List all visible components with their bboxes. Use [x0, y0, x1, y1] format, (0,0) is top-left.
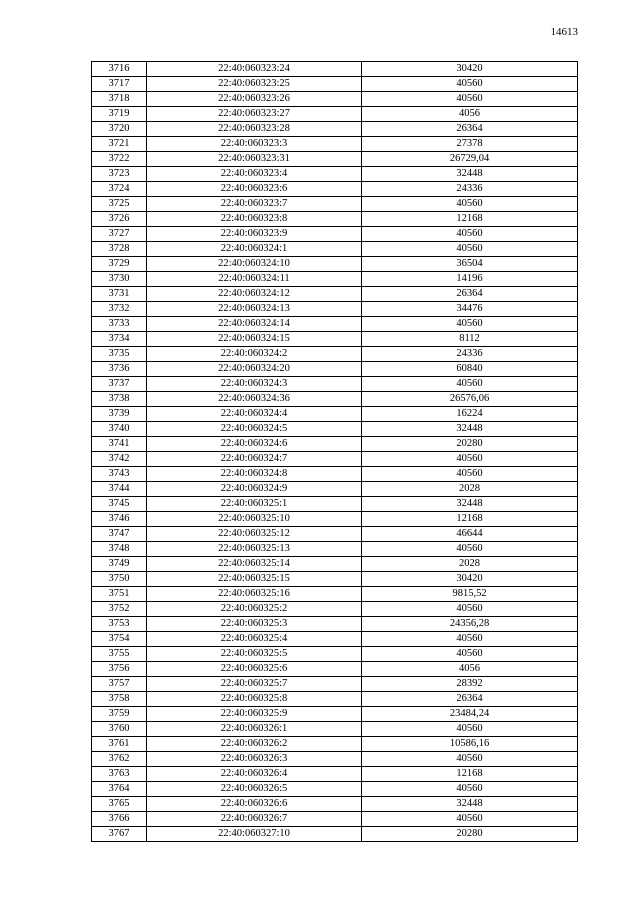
- table-row: [92, 542, 578, 557]
- cadastral-number-cell: 22:40:060323:26: [147, 92, 362, 107]
- table-row: [92, 767, 578, 782]
- table-row: [92, 737, 578, 752]
- table-row: [92, 257, 578, 272]
- row-number-cell: 3729: [92, 257, 147, 272]
- value-cell: 28392: [362, 677, 578, 692]
- row-number-cell: 3757: [92, 677, 147, 692]
- table-row: [92, 497, 578, 512]
- value-cell: 40560: [362, 452, 578, 467]
- row-number-cell: 3755: [92, 647, 147, 662]
- cadastral-number-cell: 22:40:060325:13: [147, 542, 362, 557]
- value-cell: 12168: [362, 512, 578, 527]
- value-cell: 40560: [362, 227, 578, 242]
- table-row: [92, 557, 578, 572]
- cadastral-number-cell: 22:40:060324:9: [147, 482, 362, 497]
- table-row: [92, 377, 578, 392]
- cadastral-number-cell: 22:40:060326:3: [147, 752, 362, 767]
- value-cell: 26364: [362, 122, 578, 137]
- row-number-cell: 3754: [92, 632, 147, 647]
- cadastral-number-cell: 22:40:060324:7: [147, 452, 362, 467]
- value-cell: 40560: [362, 242, 578, 257]
- table-body: [92, 62, 578, 842]
- table-row: [92, 632, 578, 647]
- cadastral-number-cell: 22:40:060324:15: [147, 332, 362, 347]
- table-row: [92, 782, 578, 797]
- table-row: [92, 332, 578, 347]
- table-row: [92, 512, 578, 527]
- value-cell: 40560: [362, 602, 578, 617]
- row-number-cell: 3719: [92, 107, 147, 122]
- row-number-cell: 3724: [92, 182, 147, 197]
- value-cell: 26364: [362, 692, 578, 707]
- value-cell: 2028: [362, 482, 578, 497]
- cadastral-number-cell: 22:40:060324:3: [147, 377, 362, 392]
- value-cell: 12168: [362, 767, 578, 782]
- cadastral-number-cell: 22:40:060325:16: [147, 587, 362, 602]
- row-number-cell: 3736: [92, 362, 147, 377]
- cadastral-number-cell: 22:40:060324:14: [147, 317, 362, 332]
- row-number-cell: 3767: [92, 827, 147, 842]
- row-number-cell: 3741: [92, 437, 147, 452]
- cadastral-number-cell: 22:40:060325:7: [147, 677, 362, 692]
- table-row: [92, 77, 578, 92]
- table-row: [92, 392, 578, 407]
- row-number-cell: 3762: [92, 752, 147, 767]
- value-cell: 26729,04: [362, 152, 578, 167]
- row-number-cell: 3763: [92, 767, 147, 782]
- row-number-cell: 3738: [92, 392, 147, 407]
- table-row: [92, 122, 578, 137]
- value-cell: 40560: [362, 647, 578, 662]
- row-number-cell: 3759: [92, 707, 147, 722]
- value-cell: 16224: [362, 407, 578, 422]
- value-cell: 40560: [362, 377, 578, 392]
- cadastral-number-cell: 22:40:060325:2: [147, 602, 362, 617]
- cadastral-number-cell: 22:40:060323:4: [147, 167, 362, 182]
- cadastral-number-cell: 22:40:060325:5: [147, 647, 362, 662]
- table-row: [92, 437, 578, 452]
- cadastral-number-cell: 22:40:060325:3: [147, 617, 362, 632]
- cadastral-number-cell: 22:40:060324:10: [147, 257, 362, 272]
- row-number-cell: 3756: [92, 662, 147, 677]
- cadastral-number-cell: 22:40:060323:25: [147, 77, 362, 92]
- table-row: [92, 827, 578, 842]
- table-row: [92, 752, 578, 767]
- row-number-cell: 3735: [92, 347, 147, 362]
- cadastral-number-cell: 22:40:060326:7: [147, 812, 362, 827]
- cadastral-number-cell: 22:40:060323:9: [147, 227, 362, 242]
- cadastral-number-cell: 22:40:060324:36: [147, 392, 362, 407]
- cadastral-number-cell: 22:40:060325:9: [147, 707, 362, 722]
- cadastral-number-cell: 22:40:060323:6: [147, 182, 362, 197]
- row-number-cell: 3745: [92, 497, 147, 512]
- value-cell: 26364: [362, 287, 578, 302]
- value-cell: 24336: [362, 182, 578, 197]
- table-row: [92, 407, 578, 422]
- cadastral-number-cell: 22:40:060325:4: [147, 632, 362, 647]
- table-row: [92, 92, 578, 107]
- table-row: [92, 197, 578, 212]
- cadastral-number-cell: 22:40:060324:20: [147, 362, 362, 377]
- cadastral-number-cell: 22:40:060324:6: [147, 437, 362, 452]
- cadastral-number-cell: 22:40:060323:31: [147, 152, 362, 167]
- value-cell: 4056: [362, 107, 578, 122]
- value-cell: 24356,28: [362, 617, 578, 632]
- table-row: [92, 347, 578, 362]
- cadastral-number-cell: 22:40:060324:4: [147, 407, 362, 422]
- table-row: [92, 152, 578, 167]
- row-number-cell: 3716: [92, 62, 147, 77]
- table-row: [92, 692, 578, 707]
- cadastral-number-cell: 22:40:060323:24: [147, 62, 362, 77]
- cadastral-number-cell: 22:40:060324:12: [147, 287, 362, 302]
- cadastral-number-cell: 22:40:060325:15: [147, 572, 362, 587]
- table-row: [92, 647, 578, 662]
- row-number-cell: 3727: [92, 227, 147, 242]
- row-number-cell: 3726: [92, 212, 147, 227]
- table-row: [92, 662, 578, 677]
- cadastral-number-cell: 22:40:060326:4: [147, 767, 362, 782]
- row-number-cell: 3747: [92, 527, 147, 542]
- row-number-cell: 3718: [92, 92, 147, 107]
- cadastral-number-cell: 22:40:060324:13: [147, 302, 362, 317]
- table-row: [92, 722, 578, 737]
- cadastral-number-cell: 22:40:060326:1: [147, 722, 362, 737]
- value-cell: 32448: [362, 497, 578, 512]
- value-cell: 8112: [362, 332, 578, 347]
- row-number-cell: 3734: [92, 332, 147, 347]
- row-number-cell: 3731: [92, 287, 147, 302]
- row-number-cell: 3723: [92, 167, 147, 182]
- row-number-cell: 3753: [92, 617, 147, 632]
- value-cell: 36504: [362, 257, 578, 272]
- value-cell: 32448: [362, 167, 578, 182]
- value-cell: 20280: [362, 827, 578, 842]
- cadastral-number-cell: 22:40:060325:8: [147, 692, 362, 707]
- row-number-cell: 3722: [92, 152, 147, 167]
- row-number-cell: 3740: [92, 422, 147, 437]
- row-number-cell: 3746: [92, 512, 147, 527]
- value-cell: 40560: [362, 77, 578, 92]
- value-cell: 40560: [362, 782, 578, 797]
- cadastral-number-cell: 22:40:060325:6: [147, 662, 362, 677]
- value-cell: 14196: [362, 272, 578, 287]
- row-number-cell: 3742: [92, 452, 147, 467]
- land-plot-table: [91, 61, 578, 842]
- value-cell: 40560: [362, 632, 578, 647]
- cadastral-number-cell: 22:40:060323:27: [147, 107, 362, 122]
- cadastral-number-cell: 22:40:060324:2: [147, 347, 362, 362]
- row-number-cell: 3752: [92, 602, 147, 617]
- row-number-cell: 3730: [92, 272, 147, 287]
- cadastral-number-cell: 22:40:060324:1: [147, 242, 362, 257]
- table-row: [92, 302, 578, 317]
- value-cell: 27378: [362, 137, 578, 152]
- cadastral-number-cell: 22:40:060326:5: [147, 782, 362, 797]
- table-row: [92, 242, 578, 257]
- row-number-cell: 3743: [92, 467, 147, 482]
- value-cell: 30420: [362, 62, 578, 77]
- table-row: [92, 107, 578, 122]
- value-cell: 23484,24: [362, 707, 578, 722]
- value-cell: 12168: [362, 212, 578, 227]
- table-row: [92, 212, 578, 227]
- value-cell: 4056: [362, 662, 578, 677]
- row-number-cell: 3737: [92, 377, 147, 392]
- row-number-cell: 3761: [92, 737, 147, 752]
- row-number-cell: 3760: [92, 722, 147, 737]
- value-cell: 24336: [362, 347, 578, 362]
- cadastral-number-cell: 22:40:060326:6: [147, 797, 362, 812]
- cadastral-number-cell: 22:40:060323:8: [147, 212, 362, 227]
- cadastral-number-cell: 22:40:060324:5: [147, 422, 362, 437]
- row-number-cell: 3732: [92, 302, 147, 317]
- row-number-cell: 3717: [92, 77, 147, 92]
- row-number-cell: 3733: [92, 317, 147, 332]
- value-cell: 30420: [362, 572, 578, 587]
- row-number-cell: 3721: [92, 137, 147, 152]
- row-number-cell: 3751: [92, 587, 147, 602]
- row-number-cell: 3748: [92, 542, 147, 557]
- table-row: [92, 467, 578, 482]
- cadastral-number-cell: 22:40:060323:28: [147, 122, 362, 137]
- table-row: [92, 62, 578, 77]
- value-cell: 40560: [362, 197, 578, 212]
- table-row: [92, 587, 578, 602]
- cadastral-number-cell: 22:40:060327:10: [147, 827, 362, 842]
- table-row: [92, 527, 578, 542]
- value-cell: 40560: [362, 722, 578, 737]
- value-cell: 9815,52: [362, 587, 578, 602]
- table-row: [92, 272, 578, 287]
- row-number-cell: 3750: [92, 572, 147, 587]
- row-number-cell: 3765: [92, 797, 147, 812]
- cadastral-number-cell: 22:40:060325:14: [147, 557, 362, 572]
- value-cell: 60840: [362, 362, 578, 377]
- table-row: [92, 227, 578, 242]
- value-cell: 40560: [362, 752, 578, 767]
- table-row: [92, 182, 578, 197]
- row-number-cell: 3744: [92, 482, 147, 497]
- table-row: [92, 617, 578, 632]
- row-number-cell: 3720: [92, 122, 147, 137]
- value-cell: 32448: [362, 422, 578, 437]
- value-cell: 40560: [362, 812, 578, 827]
- value-cell: 40560: [362, 467, 578, 482]
- page-number: 14613: [550, 26, 578, 38]
- value-cell: 2028: [362, 557, 578, 572]
- table-row: [92, 707, 578, 722]
- value-cell: 46644: [362, 527, 578, 542]
- row-number-cell: 3758: [92, 692, 147, 707]
- table-row: [92, 812, 578, 827]
- table-row: [92, 602, 578, 617]
- table-row: [92, 797, 578, 812]
- table-row: [92, 317, 578, 332]
- row-number-cell: 3766: [92, 812, 147, 827]
- value-cell: 32448: [362, 797, 578, 812]
- row-number-cell: 3749: [92, 557, 147, 572]
- cadastral-number-cell: 22:40:060325:1: [147, 497, 362, 512]
- table-row: [92, 572, 578, 587]
- row-number-cell: 3725: [92, 197, 147, 212]
- table-row: [92, 422, 578, 437]
- table-row: [92, 482, 578, 497]
- table-row: [92, 167, 578, 182]
- table-row: [92, 287, 578, 302]
- cadastral-number-cell: 22:40:060326:2: [147, 737, 362, 752]
- table-row: [92, 362, 578, 377]
- value-cell: 40560: [362, 92, 578, 107]
- value-cell: 20280: [362, 437, 578, 452]
- value-cell: 40560: [362, 317, 578, 332]
- value-cell: 26576,06: [362, 392, 578, 407]
- value-cell: 34476: [362, 302, 578, 317]
- table-row: [92, 677, 578, 692]
- cadastral-number-cell: 22:40:060324:8: [147, 467, 362, 482]
- cadastral-number-cell: 22:40:060325:12: [147, 527, 362, 542]
- table-row: [92, 137, 578, 152]
- value-cell: 10586,16: [362, 737, 578, 752]
- row-number-cell: 3728: [92, 242, 147, 257]
- table-row: [92, 452, 578, 467]
- row-number-cell: 3739: [92, 407, 147, 422]
- cadastral-number-cell: 22:40:060325:10: [147, 512, 362, 527]
- row-number-cell: 3764: [92, 782, 147, 797]
- cadastral-number-cell: 22:40:060323:3: [147, 137, 362, 152]
- cadastral-number-cell: 22:40:060324:11: [147, 272, 362, 287]
- cadastral-number-cell: 22:40:060323:7: [147, 197, 362, 212]
- value-cell: 40560: [362, 542, 578, 557]
